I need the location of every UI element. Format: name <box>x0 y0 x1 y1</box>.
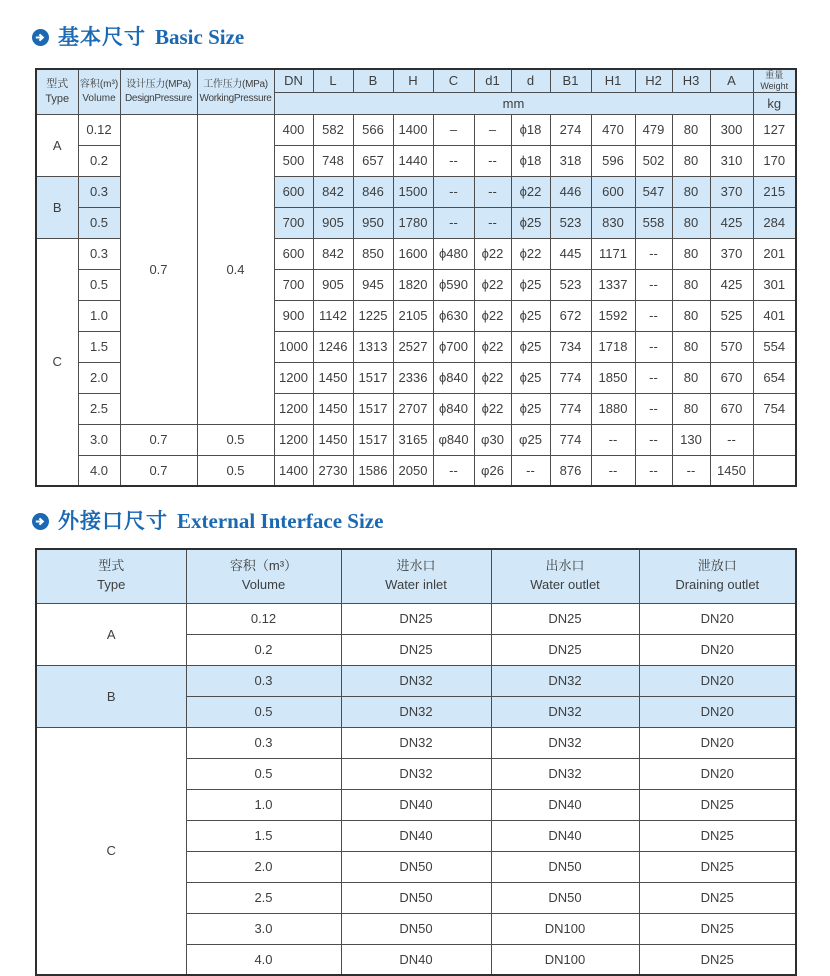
col-header-a: A <box>710 69 753 92</box>
draining-outlet-cell: DN20 <box>639 603 796 634</box>
volume-cell: 3.0 <box>78 424 120 455</box>
dim-a-cell: 370 <box>710 176 753 207</box>
volume-cell: 4.0 <box>186 944 341 975</box>
dim-h3-cell: 80 <box>672 145 710 176</box>
water-outlet-cell: DN40 <box>491 820 639 851</box>
water-outlet-cell: DN25 <box>491 634 639 665</box>
col-header-l: L <box>313 69 353 92</box>
dim-h1-cell: 596 <box>591 145 635 176</box>
weight-cell: 215 <box>753 176 796 207</box>
basic-size-table <box>35 68 797 487</box>
weight-cell: 654 <box>753 362 796 393</box>
section-title-en: External Interface Size <box>177 509 384 533</box>
dim-h3-cell: 80 <box>672 300 710 331</box>
dim-d-cell: ϕ25 <box>511 207 550 238</box>
dim-h-cell: 2527 <box>393 331 433 362</box>
dim-a-cell: 370 <box>710 238 753 269</box>
dim-dn-cell: 600 <box>274 176 313 207</box>
dim-h3-cell: 80 <box>672 176 710 207</box>
water-inlet-cell: DN40 <box>341 944 491 975</box>
dim-b-cell: 1586 <box>353 455 393 486</box>
draining-outlet-cell: DN25 <box>639 820 796 851</box>
section-title-zh: 外接口尺寸 <box>58 509 168 533</box>
dim-h-cell: 3165 <box>393 424 433 455</box>
col-header-design-pressure <box>120 69 197 114</box>
dim-a-cell: 570 <box>710 331 753 362</box>
draining-outlet-cell: DN25 <box>639 913 796 944</box>
type-cell: A <box>36 603 186 665</box>
basic-size-row <box>36 114 796 145</box>
col-header-design-en: DesignPressure <box>125 92 192 104</box>
col-header-dn: DN <box>274 69 313 92</box>
dim-h3-cell: 80 <box>672 393 710 424</box>
dim-d-cell: ϕ25 <box>511 331 550 362</box>
dim-c-cell: ϕ480 <box>433 238 474 269</box>
volume-cell: 0.2 <box>186 634 341 665</box>
col-header-type-en: Type <box>97 577 126 593</box>
external-interface-body <box>36 603 796 975</box>
volume-cell: 1.5 <box>186 820 341 851</box>
col-header-h1: H1 <box>591 69 635 92</box>
dim-h2-cell: 547 <box>635 176 672 207</box>
dim-b1-cell: 876 <box>550 455 591 486</box>
dim-h2-cell: -- <box>635 269 672 300</box>
arrow-circle-icon <box>32 29 49 46</box>
dim-c-cell: ϕ700 <box>433 331 474 362</box>
weight-cell: 170 <box>753 145 796 176</box>
draining-outlet-cell: DN25 <box>639 944 796 975</box>
water-inlet-cell: DN32 <box>341 758 491 789</box>
volume-cell: 0.5 <box>78 269 120 300</box>
section-title-zh: 基本尺寸 <box>58 25 146 49</box>
dim-d-cell: -- <box>511 455 550 486</box>
unit-kg-cell: kg <box>753 92 796 114</box>
volume-cell: 2.0 <box>78 362 120 393</box>
volume-cell: 1.0 <box>78 300 120 331</box>
dim-h1-cell: 1171 <box>591 238 635 269</box>
volume-cell: 2.5 <box>186 882 341 913</box>
water-outlet-cell: DN40 <box>491 789 639 820</box>
dim-b1-cell: 774 <box>550 393 591 424</box>
dim-dn-cell: 1200 <box>274 393 313 424</box>
volume-cell: 0.5 <box>186 758 341 789</box>
basic-size-row <box>36 455 796 486</box>
dim-h1-cell: -- <box>591 424 635 455</box>
dim-h3-cell: 80 <box>672 238 710 269</box>
basic-size-row <box>36 424 796 455</box>
dim-b1-cell: 274 <box>550 114 591 145</box>
volume-cell: 0.2 <box>78 145 120 176</box>
dim-l-cell: 1246 <box>313 331 353 362</box>
dim-b-cell: 1517 <box>353 424 393 455</box>
volume-cell: 1.5 <box>78 331 120 362</box>
col-header-type-en: Type <box>45 92 70 105</box>
dim-l-cell: 1450 <box>313 424 353 455</box>
dim-c-cell: -- <box>433 455 474 486</box>
dim-b-cell: 566 <box>353 114 393 145</box>
dim-b1-cell: 734 <box>550 331 591 362</box>
dim-a-cell: 525 <box>710 300 753 331</box>
col-header-volume <box>78 69 120 114</box>
col-header-weight-en: Weight <box>760 80 789 91</box>
col-header-outlet-zh: 出水口 <box>545 558 585 574</box>
volume-cell: 0.12 <box>78 114 120 145</box>
design-pressure-cell: 0.7 <box>120 455 197 486</box>
col-header-h2: H2 <box>635 69 672 92</box>
type-cell: C <box>36 727 186 975</box>
dim-b-cell: 657 <box>353 145 393 176</box>
dim-h1-cell: 1718 <box>591 331 635 362</box>
dim-l-cell: 748 <box>313 145 353 176</box>
dim-a-cell: -- <box>710 424 753 455</box>
weight-cell: 754 <box>753 393 796 424</box>
dim-d-cell: ϕ18 <box>511 145 550 176</box>
water-inlet-cell: DN50 <box>341 851 491 882</box>
col-header-drain-en: Draining outlet <box>675 577 760 593</box>
water-outlet-cell: DN32 <box>491 758 639 789</box>
volume-cell: 0.3 <box>78 176 120 207</box>
water-outlet-cell: DN50 <box>491 851 639 882</box>
weight-cell <box>753 424 796 455</box>
col-header-b1: B1 <box>550 69 591 92</box>
design-pressure-cell: 0.7 <box>120 424 197 455</box>
volume-cell: 4.0 <box>78 455 120 486</box>
dim-l-cell: 1450 <box>313 393 353 424</box>
dim-b-cell: 1517 <box>353 393 393 424</box>
dim-c-cell: -- <box>433 145 474 176</box>
dim-dn-cell: 1000 <box>274 331 313 362</box>
dim-h2-cell: -- <box>635 424 672 455</box>
dim-h1-cell: 1880 <box>591 393 635 424</box>
col-header-type <box>36 69 78 114</box>
dim-b-cell: 950 <box>353 207 393 238</box>
col-header-outlet-en: Water outlet <box>530 577 600 593</box>
external-interface-row <box>36 665 796 696</box>
dim-h2-cell: 502 <box>635 145 672 176</box>
working-pressure-cell: 0.4 <box>197 114 274 424</box>
dim-h1-cell: 1592 <box>591 300 635 331</box>
col-header-type <box>36 549 186 603</box>
dim-h-cell: 2336 <box>393 362 433 393</box>
external-header-row <box>36 549 796 603</box>
water-inlet-cell: DN32 <box>341 696 491 727</box>
dim-h3-cell: 80 <box>672 362 710 393</box>
water-outlet-cell: DN50 <box>491 882 639 913</box>
dim-b-cell: 1225 <box>353 300 393 331</box>
dim-l-cell: 905 <box>313 269 353 300</box>
col-header-volume <box>186 549 341 603</box>
type-cell: B <box>36 176 78 238</box>
volume-cell: 3.0 <box>186 913 341 944</box>
col-header-c: C <box>433 69 474 92</box>
dim-h1-cell: 1337 <box>591 269 635 300</box>
volume-cell: 0.3 <box>186 665 341 696</box>
type-cell: C <box>36 238 78 486</box>
col-header-working-zh: 工作压力(MPa) <box>203 79 268 91</box>
dim-h3-cell: -- <box>672 455 710 486</box>
dim-d1-cell: φ26 <box>474 455 511 486</box>
col-header-volume-zh: 容积(m³) <box>79 79 119 91</box>
draining-outlet-cell: DN20 <box>639 727 796 758</box>
water-outlet-cell: DN100 <box>491 913 639 944</box>
dim-d-cell: ϕ22 <box>511 238 550 269</box>
water-outlet-cell: DN25 <box>491 603 639 634</box>
col-header-drain-zh: 泄放口 <box>697 558 737 574</box>
dim-d1-cell: -- <box>474 145 511 176</box>
dim-dn-cell: 900 <box>274 300 313 331</box>
col-header-draining-outlet <box>639 549 796 603</box>
weight-cell: 284 <box>753 207 796 238</box>
dim-dn-cell: 1200 <box>274 424 313 455</box>
col-header-h: H <box>393 69 433 92</box>
dim-d1-cell: -- <box>474 176 511 207</box>
dim-c-cell: – <box>433 114 474 145</box>
water-outlet-cell: DN32 <box>491 665 639 696</box>
dim-dn-cell: 500 <box>274 145 313 176</box>
dim-d-cell: ϕ25 <box>511 269 550 300</box>
dim-h-cell: 1780 <box>393 207 433 238</box>
dim-a-cell: 670 <box>710 362 753 393</box>
col-header-working-en: WorkingPressure <box>199 92 272 104</box>
dim-l-cell: 582 <box>313 114 353 145</box>
water-inlet-cell: DN40 <box>341 820 491 851</box>
basic-header-row-1 <box>36 69 796 92</box>
dim-h-cell: 1820 <box>393 269 433 300</box>
dim-c-cell: -- <box>433 176 474 207</box>
working-pressure-cell: 0.5 <box>197 424 274 455</box>
weight-cell: 301 <box>753 269 796 300</box>
dim-b-cell: 846 <box>353 176 393 207</box>
dim-l-cell: 1450 <box>313 362 353 393</box>
dim-d1-cell: -- <box>474 207 511 238</box>
col-header-b: B <box>353 69 393 92</box>
dim-h3-cell: 80 <box>672 114 710 145</box>
volume-cell: 0.12 <box>186 603 341 634</box>
col-header-weight <box>753 69 796 92</box>
water-inlet-cell: DN25 <box>341 603 491 634</box>
water-outlet-cell: DN32 <box>491 696 639 727</box>
col-header-inlet-en: Water inlet <box>385 577 447 593</box>
dim-d-cell: ϕ22 <box>511 176 550 207</box>
dim-b-cell: 1517 <box>353 362 393 393</box>
dim-a-cell: 670 <box>710 393 753 424</box>
dim-d-cell: ϕ25 <box>511 300 550 331</box>
col-header-d1: d1 <box>474 69 511 92</box>
dim-h-cell: 1600 <box>393 238 433 269</box>
volume-cell: 0.5 <box>78 207 120 238</box>
design-pressure-cell: 0.7 <box>120 114 197 424</box>
dim-d1-cell: ϕ22 <box>474 362 511 393</box>
col-header-h3: H3 <box>672 69 710 92</box>
working-pressure-cell: 0.5 <box>197 455 274 486</box>
dim-h2-cell: -- <box>635 331 672 362</box>
dim-l-cell: 842 <box>313 176 353 207</box>
section-title-en: Basic Size <box>155 25 245 49</box>
external-interface-title <box>32 509 795 533</box>
dim-d1-cell: ϕ22 <box>474 331 511 362</box>
dim-c-cell: ϕ840 <box>433 362 474 393</box>
dim-d1-cell: ϕ22 <box>474 393 511 424</box>
external-interface-row <box>36 727 796 758</box>
dim-b1-cell: 523 <box>550 269 591 300</box>
dim-d1-cell: – <box>474 114 511 145</box>
dim-h-cell: 2707 <box>393 393 433 424</box>
type-cell: B <box>36 665 186 727</box>
water-inlet-cell: DN50 <box>341 913 491 944</box>
unit-mm-cell: mm <box>274 92 753 114</box>
dim-dn-cell: 600 <box>274 238 313 269</box>
dim-h1-cell: 830 <box>591 207 635 238</box>
volume-cell: 2.5 <box>78 393 120 424</box>
dim-d1-cell: ϕ22 <box>474 269 511 300</box>
col-header-water-outlet <box>491 549 639 603</box>
water-inlet-cell: DN40 <box>341 789 491 820</box>
draining-outlet-cell: DN25 <box>639 851 796 882</box>
dim-a-cell: 1450 <box>710 455 753 486</box>
volume-cell: 0.5 <box>186 696 341 727</box>
dim-h3-cell: 80 <box>672 331 710 362</box>
dim-a-cell: 310 <box>710 145 753 176</box>
col-header-working-pressure <box>197 69 274 114</box>
dim-l-cell: 2730 <box>313 455 353 486</box>
weight-cell <box>753 455 796 486</box>
dim-b1-cell: 446 <box>550 176 591 207</box>
external-interface-table <box>35 548 797 976</box>
dim-d-cell: ϕ18 <box>511 114 550 145</box>
dim-h2-cell: -- <box>635 362 672 393</box>
weight-cell: 201 <box>753 238 796 269</box>
basic-size-body <box>36 114 796 486</box>
dim-b1-cell: 318 <box>550 145 591 176</box>
dim-d1-cell: ϕ22 <box>474 300 511 331</box>
dim-h2-cell: -- <box>635 238 672 269</box>
dim-h2-cell: 479 <box>635 114 672 145</box>
water-inlet-cell: DN32 <box>341 665 491 696</box>
draining-outlet-cell: DN25 <box>639 882 796 913</box>
draining-outlet-cell: DN20 <box>639 665 796 696</box>
col-header-d: d <box>511 69 550 92</box>
col-header-type-zh: 型式 <box>46 78 69 91</box>
col-header-volume-en: Volume <box>82 92 116 104</box>
dim-h-cell: 1500 <box>393 176 433 207</box>
volume-cell: 0.3 <box>186 727 341 758</box>
water-inlet-cell: DN50 <box>341 882 491 913</box>
dim-c-cell: ϕ630 <box>433 300 474 331</box>
col-header-type-zh: 型式 <box>98 558 125 574</box>
dim-d1-cell: ϕ22 <box>474 238 511 269</box>
draining-outlet-cell: DN20 <box>639 634 796 665</box>
draining-outlet-cell: DN20 <box>639 758 796 789</box>
dim-d-cell: ϕ25 <box>511 393 550 424</box>
dim-l-cell: 842 <box>313 238 353 269</box>
dim-l-cell: 1142 <box>313 300 353 331</box>
dim-b-cell: 1313 <box>353 331 393 362</box>
dim-c-cell: φ840 <box>433 424 474 455</box>
weight-cell: 401 <box>753 300 796 331</box>
draining-outlet-cell: DN20 <box>639 696 796 727</box>
basic-size-title <box>32 25 795 49</box>
col-header-weight-zh: 重量 <box>765 70 784 81</box>
dim-d1-cell: φ30 <box>474 424 511 455</box>
dim-h1-cell: 1850 <box>591 362 635 393</box>
dim-dn-cell: 1400 <box>274 455 313 486</box>
dim-a-cell: 425 <box>710 207 753 238</box>
dim-h3-cell: 80 <box>672 207 710 238</box>
dim-h1-cell: 470 <box>591 114 635 145</box>
dim-dn-cell: 700 <box>274 269 313 300</box>
col-header-volume-zh: 容积（m³） <box>229 558 298 574</box>
volume-cell: 0.3 <box>78 238 120 269</box>
dim-c-cell: -- <box>433 207 474 238</box>
col-header-design-zh: 设计压力(MPa) <box>126 79 191 91</box>
dim-h-cell: 2105 <box>393 300 433 331</box>
dim-h-cell: 1440 <box>393 145 433 176</box>
draining-outlet-cell: DN25 <box>639 789 796 820</box>
col-header-water-inlet <box>341 549 491 603</box>
dim-b1-cell: 672 <box>550 300 591 331</box>
dim-h1-cell: -- <box>591 455 635 486</box>
dim-h2-cell: -- <box>635 300 672 331</box>
dim-b1-cell: 774 <box>550 424 591 455</box>
dim-b-cell: 945 <box>353 269 393 300</box>
arrow-circle-icon <box>32 513 49 530</box>
dim-h1-cell: 600 <box>591 176 635 207</box>
dim-l-cell: 905 <box>313 207 353 238</box>
dim-b1-cell: 774 <box>550 362 591 393</box>
volume-cell: 2.0 <box>186 851 341 882</box>
dim-h2-cell: 558 <box>635 207 672 238</box>
dim-d-cell: ϕ25 <box>511 362 550 393</box>
water-inlet-cell: DN32 <box>341 727 491 758</box>
dim-dn-cell: 400 <box>274 114 313 145</box>
volume-cell: 1.0 <box>186 789 341 820</box>
dim-d-cell: φ25 <box>511 424 550 455</box>
water-outlet-cell: DN100 <box>491 944 639 975</box>
dim-b1-cell: 445 <box>550 238 591 269</box>
dim-a-cell: 425 <box>710 269 753 300</box>
water-outlet-cell: DN32 <box>491 727 639 758</box>
dim-a-cell: 300 <box>710 114 753 145</box>
external-interface-row <box>36 603 796 634</box>
col-header-inlet-zh: 进水口 <box>396 558 436 574</box>
dim-b-cell: 850 <box>353 238 393 269</box>
dim-c-cell: ϕ590 <box>433 269 474 300</box>
dim-b1-cell: 523 <box>550 207 591 238</box>
dim-c-cell: ϕ840 <box>433 393 474 424</box>
dim-h-cell: 1400 <box>393 114 433 145</box>
col-header-volume-en: Volume <box>241 577 286 593</box>
dim-dn-cell: 700 <box>274 207 313 238</box>
dim-h3-cell: 80 <box>672 269 710 300</box>
section-gap <box>30 487 795 509</box>
dim-h-cell: 2050 <box>393 455 433 486</box>
water-inlet-cell: DN25 <box>341 634 491 665</box>
weight-cell: 554 <box>753 331 796 362</box>
dim-h2-cell: -- <box>635 455 672 486</box>
dim-dn-cell: 1200 <box>274 362 313 393</box>
dim-h3-cell: 130 <box>672 424 710 455</box>
type-cell: A <box>36 114 78 176</box>
weight-cell: 127 <box>753 114 796 145</box>
dim-h2-cell: -- <box>635 393 672 424</box>
